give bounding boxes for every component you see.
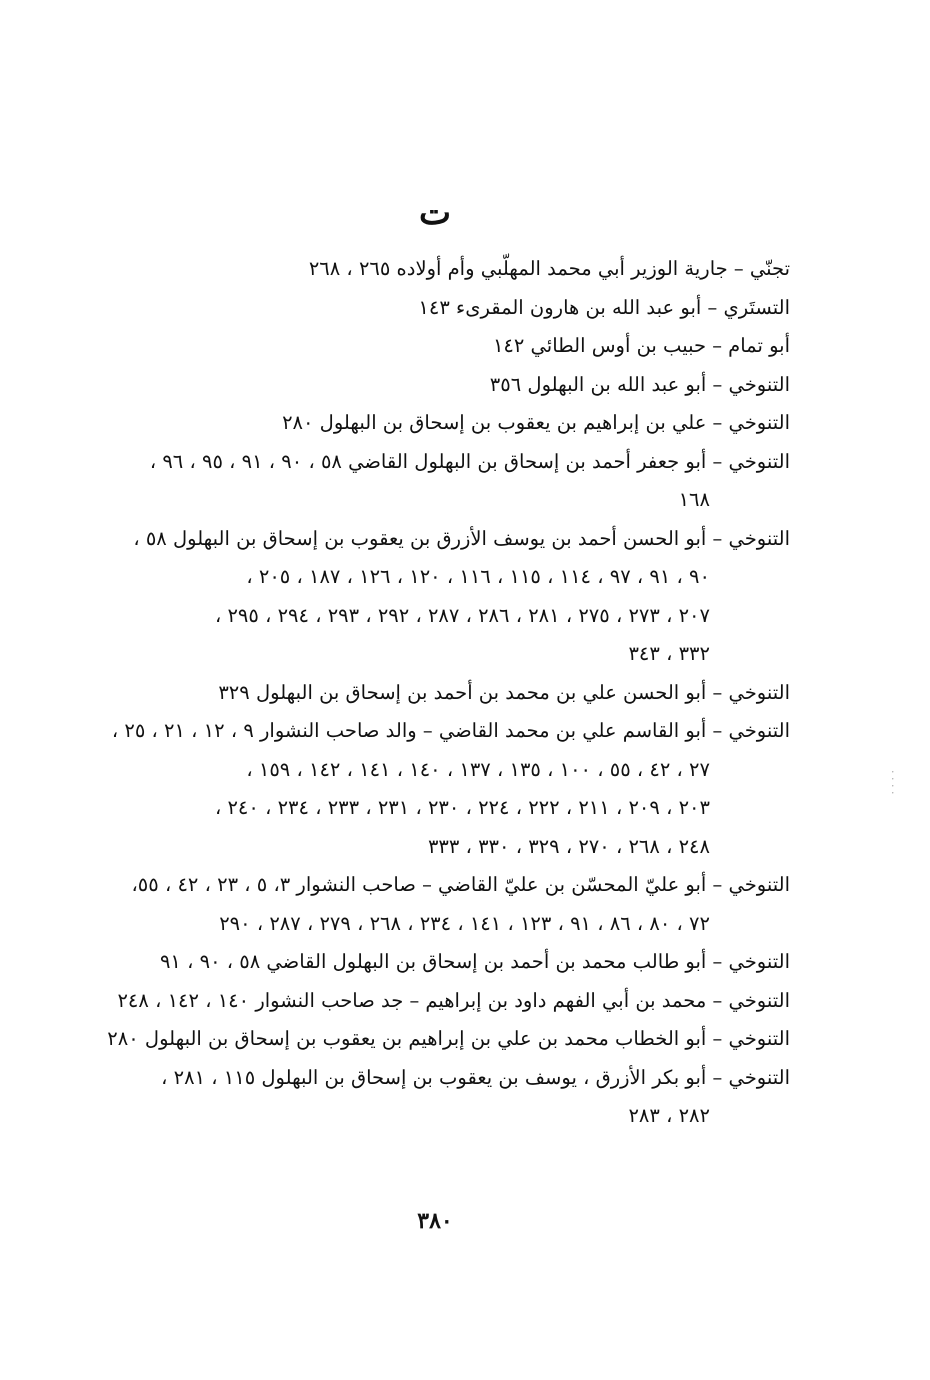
entry-heading-line: التنوخي – أبو عبد الله بن البهلول ٣٥٦ (489, 372, 790, 396)
index-entry (100, 404, 790, 443)
entry-continuation-line: ١٦٨ (678, 488, 710, 511)
page-number: ٣٨٠ (417, 1208, 453, 1234)
entry-heading-line: التنوخي – أبو جعفر أحمد بن إسحاق بن البهلول القاضي ٥٨ ، ٩٠ ، ٩١ ، ٩٥ ، ٩٦ ، (149, 449, 790, 473)
entry-heading-line: التنوخي – أبو الحسن علي بن محمد بن أحمد بن إسحاق بن البهلول ٣٢٩ (218, 680, 790, 704)
index-entry (100, 520, 790, 674)
entry-heading-line: التنوخي – أبو الحسن أحمد بن يوسف الأزرق بن يعقوب بن إسحاق بن البهلول ٥٨ ، (133, 526, 790, 550)
index-entry (100, 366, 790, 405)
margin-smudge: · · · · (886, 770, 899, 795)
index-entry (100, 1059, 790, 1136)
index-entry (100, 443, 790, 520)
index-entry (100, 289, 790, 328)
entry-heading-line: التنوخي – محمد بن أبي الفهم داود بن إبراهيم – جد صاحب النشوار ١٤٠ ، ١٤٢ ، ٢٤٨ (117, 988, 790, 1012)
index-entry (100, 250, 790, 289)
entry-heading-line: التنوخي – أبو القاسم علي بن محمد القاضي – والد صاحب النشوار ٩ ، ١٢ ، ٢١ ، ٢٥ ، (111, 719, 790, 742)
index-entry (100, 712, 790, 866)
index-entry (100, 327, 790, 366)
entry-continuation-line: ٣٣٢ ، ٣٤٣ (628, 642, 710, 665)
entry-heading-line: تجنّي – جارية الوزير أبي محمد المهلّبي وأم أولاده ٢٦٥ ، ٢٦٨ (308, 257, 790, 280)
entry-heading-line: التنوخي – أبو طالب محمد بن أحمد بن إسحاق بن البهلول القاضي ٥٨ ، ٩٠ ، ٩١ (159, 950, 790, 973)
index-entry (100, 943, 790, 982)
entry-continuation-line: ٢٠٣ ، ٢٠٩ ، ٢١١ ، ٢٢٢ ، ٢٢٤ ، ٢٣٠ ، ٢٣١ ، ٢٣٣ ، ٢٣٤ ، ٢٤٠ ، (214, 796, 710, 819)
section-letter-heading: ت (418, 193, 451, 233)
index-entry (100, 982, 790, 1021)
index-entries (100, 250, 790, 1136)
entry-heading-line: التنوخي – علي بن إبراهيم بن يعقوب بن إسحاق بن البهلول ٢٨٠ (282, 411, 790, 434)
entry-continuation-line: ٢٨٢ ، ٢٨٣ (628, 1104, 710, 1127)
index-entry (100, 674, 790, 713)
entry-heading-line: التنوخي – أبو بكر الأزرق ، يوسف بن يعقوب بن إسحاق بن البهلول ١١٥ ، ٢٨١ ، (161, 1065, 790, 1089)
entry-heading-line: التنوخي – أبو عليّ المحسّن بن عليّ القاضي – صاحب النشوار ٣، ٥ ، ٢٣ ، ٤٢ ، ٥٥، (131, 873, 790, 896)
entry-continuation-line: ٩٠ ، ٩١ ، ٩٧ ، ١١٤ ، ١١٥ ، ١١٦ ، ١٢٠ ، ١٢٦ ، ١٨٧ ، ٢٠٥ ، (246, 565, 710, 588)
index-entry (100, 1020, 790, 1059)
entry-continuation-line: ٢٤٨ ، ٢٦٨ ، ٢٧٠ ، ٣٢٩ ، ٣٣٠ ، ٣٣٣ (427, 834, 710, 858)
entry-heading-line: التستَري – أبو عبد الله بن هارون المقرىء ١٤٣ (418, 295, 790, 319)
entry-continuation-line: ٢٧ ، ٤٢ ، ٥٥ ، ١٠٠ ، ١٣٥ ، ١٣٧ ، ١٤٠ ، ١٤١ ، ١٤٢ ، ١٥٩ ، (246, 757, 710, 781)
entry-continuation-line: ٢٠٧ ، ٢٧٣ ، ٢٧٥ ، ٢٨١ ، ٢٨٦ ، ٢٨٧ ، ٢٩٢ ، ٢٩٣ ، ٢٩٤ ، ٢٩٥ ، (214, 603, 710, 627)
entry-heading-line: التنوخي – أبو الخطاب محمد بن علي بن إبراهيم بن يعقوب بن إسحاق بن البهلول ٢٨٠ (107, 1027, 790, 1050)
index-entry (100, 866, 790, 943)
entry-continuation-line: ٧٢ ، ٨٠ ، ٨٦ ، ٩١ ، ١٢٣ ، ١٤١ ، ٢٣٤ ، ٢٦٨ ، ٢٧٩ ، ٢٨٧ ، ٢٩٠ (219, 911, 710, 935)
entry-heading-line: أبو تمام – حبيب بن أوس الطائي ١٤٢ (492, 334, 790, 357)
